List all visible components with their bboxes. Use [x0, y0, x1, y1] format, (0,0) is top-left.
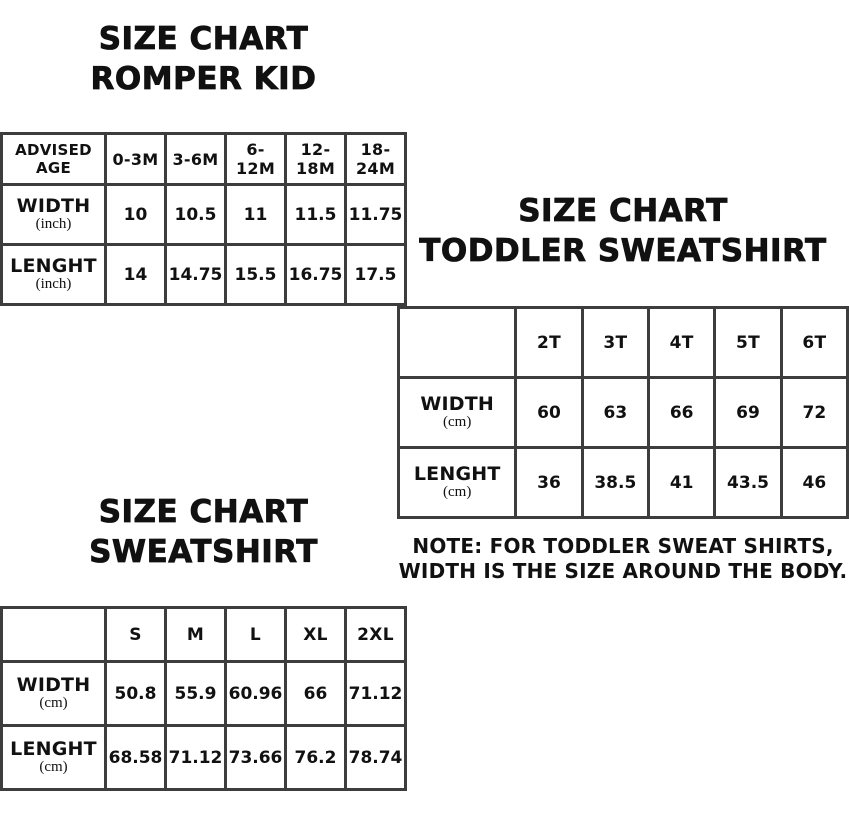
cell-lenght-12-18m: 16.75: [286, 245, 346, 305]
cell-lenght-2t: 36: [516, 448, 582, 518]
size-chart-toddler-sweatshirt: [397, 192, 849, 583]
row-header-width: [399, 378, 516, 448]
sweatshirt-title: [0, 493, 407, 572]
row-header-lenght: [2, 726, 106, 790]
column-header-0-3m: 0-3M: [106, 134, 166, 185]
row-header-lenght-label: LENGHT: [10, 254, 97, 277]
cell-width-12-18m: 11.5: [286, 185, 346, 245]
column-header-2t: 2T: [516, 308, 582, 378]
toddler-note: [397, 534, 849, 583]
row-header-lenght-label: LENGHT: [413, 462, 501, 485]
romper-kid-title: [0, 20, 407, 99]
cell-width-0-3m: 10: [106, 185, 166, 245]
column-header-3t: 3T: [582, 308, 649, 378]
table-row: [2, 662, 406, 726]
cell-width-3-6m: 10.5: [166, 185, 226, 245]
row-header-lenght-unit: (cm): [39, 759, 68, 776]
cell-lenght-6t: 46: [781, 448, 847, 518]
column-header-advised-age: ADVISED AGE: [2, 134, 106, 185]
toddler-title-line-2: TODDLER SWEATSHIRT: [419, 232, 827, 269]
cell-lenght-5t: 43.5: [715, 448, 782, 518]
cell-lenght-l: 73.66: [226, 726, 286, 790]
cell-width-2xl: 71.12: [346, 662, 406, 726]
romper-kid-table: [0, 132, 407, 306]
table-row: [399, 378, 848, 448]
column-header-blank: [2, 608, 106, 662]
toddler-sweatshirt-title: [397, 192, 849, 271]
cell-width-4t: 66: [649, 378, 715, 448]
size-chart-romper-kid: [0, 20, 407, 306]
cell-width-6-12m: 11: [226, 185, 286, 245]
column-header-s: S: [106, 608, 166, 662]
cell-lenght-s: 68.58: [106, 726, 166, 790]
row-header-width: [2, 662, 106, 726]
table-row: [2, 245, 406, 305]
table-row: [2, 726, 406, 790]
row-header-width-unit: (cm): [39, 695, 68, 712]
sweatshirt-title-line-1: SIZE CHART: [98, 494, 309, 530]
row-header-lenght-label: LENGHT: [10, 737, 97, 760]
cell-width-5t: 69: [715, 378, 782, 448]
cell-width-m: 55.9: [166, 662, 226, 726]
cell-lenght-3t: 38.5: [582, 448, 649, 518]
column-header-6-12m: 6-12M: [226, 134, 286, 185]
romper-kid-title-line-2: ROMPER KID: [90, 60, 317, 97]
column-header-m: M: [166, 608, 226, 662]
row-header-lenght: [399, 448, 516, 518]
toddler-title-line-1: SIZE CHART: [518, 193, 728, 229]
cell-width-18-24m: 11.75: [346, 185, 406, 245]
row-header-lenght: [2, 245, 106, 305]
cell-width-xl: 66: [286, 662, 346, 726]
row-header-width-label: WIDTH: [420, 392, 495, 415]
column-header-xl: XL: [286, 608, 346, 662]
cell-width-2t: 60: [516, 378, 582, 448]
row-header-lenght-unit: (inch): [35, 276, 72, 293]
cell-lenght-18-24m: 17.5: [346, 245, 406, 305]
column-header-2xl: 2XL: [346, 608, 406, 662]
column-header-l: L: [226, 608, 286, 662]
row-header-width: [2, 185, 106, 245]
cell-width-6t: 72: [781, 378, 847, 448]
table-row: [2, 185, 406, 245]
cell-lenght-0-3m: 14: [106, 245, 166, 305]
toddler-note-line-2: WIDTH IS THE SIZE AROUND THE BODY.: [398, 558, 848, 583]
row-header-width-unit: (inch): [35, 216, 72, 233]
column-header-4t: 4T: [649, 308, 715, 378]
table-header-row: [2, 608, 406, 662]
table-header-row: [399, 308, 848, 378]
column-header-6t: 6T: [781, 308, 847, 378]
cell-width-s: 50.8: [106, 662, 166, 726]
cell-width-3t: 63: [582, 378, 649, 448]
toddler-note-line-1: NOTE: FOR TODDLER SWEAT SHIRTS,: [412, 534, 834, 559]
cell-lenght-2xl: 78.74: [346, 726, 406, 790]
sweatshirt-title-line-2: SWEATSHIRT: [89, 533, 318, 570]
table-row: [399, 448, 848, 518]
row-header-width-label: WIDTH: [16, 673, 91, 696]
row-header-width-unit: (cm): [443, 414, 472, 431]
table-header-row: [2, 134, 406, 185]
column-header-5t: 5T: [715, 308, 782, 378]
size-chart-sweatshirt: [0, 493, 407, 791]
column-header-3-6m: 3-6M: [166, 134, 226, 185]
romper-kid-title-line-1: SIZE CHART: [98, 21, 309, 57]
sweatshirt-table: [0, 606, 407, 791]
toddler-sweatshirt-table: [397, 306, 849, 519]
column-header-18-24m: 18-24M: [346, 134, 406, 185]
column-header-12-18m: 12-18M: [286, 134, 346, 185]
cell-lenght-3-6m: 14.75: [166, 245, 226, 305]
cell-lenght-4t: 41: [649, 448, 715, 518]
column-header-blank: [399, 308, 516, 378]
cell-lenght-6-12m: 15.5: [226, 245, 286, 305]
cell-lenght-m: 71.12: [166, 726, 226, 790]
cell-lenght-xl: 76.2: [286, 726, 346, 790]
row-header-width-label: WIDTH: [16, 194, 91, 217]
row-header-lenght-unit: (cm): [443, 484, 472, 501]
cell-width-l: 60.96: [226, 662, 286, 726]
